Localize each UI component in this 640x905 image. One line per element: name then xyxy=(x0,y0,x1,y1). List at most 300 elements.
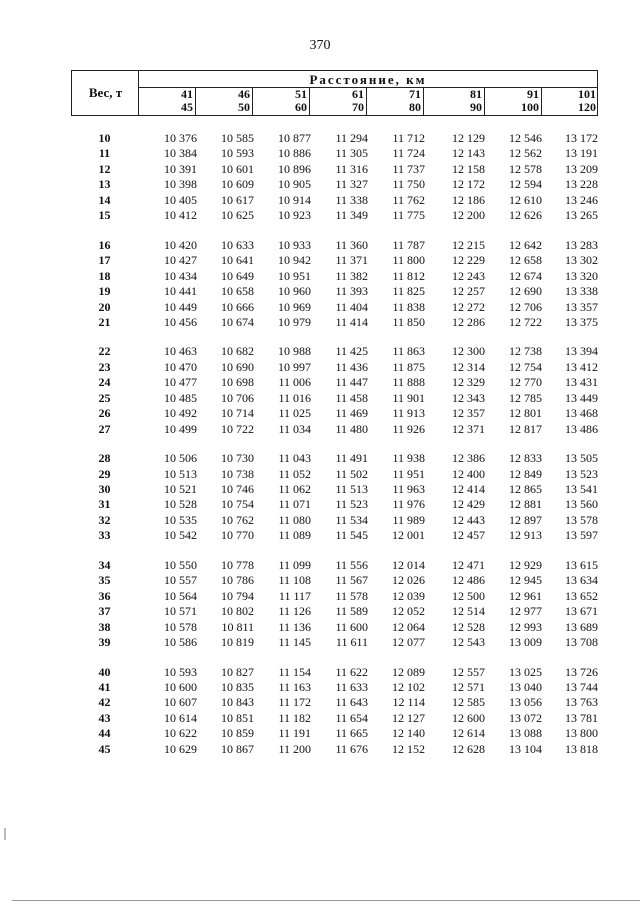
value-cell: 11 600 xyxy=(335,619,368,634)
value-cell: 12 052 xyxy=(392,604,425,619)
value-cell: 10 485 xyxy=(164,390,197,405)
value-cell: 12 286 xyxy=(452,314,485,329)
table-row xyxy=(71,284,598,299)
value-cell: 11 447 xyxy=(335,375,368,390)
value-cell: 12 158 xyxy=(452,161,485,176)
value-cell: 12 127 xyxy=(392,710,425,725)
header-divider xyxy=(484,88,485,116)
value-cell: 10 969 xyxy=(278,299,311,314)
value-cell: 12 961 xyxy=(509,588,542,603)
range-to: 60 xyxy=(295,100,307,114)
value-cell: 11 712 xyxy=(392,131,425,145)
weight-cell: 30 xyxy=(98,482,111,496)
value-cell: 13 302 xyxy=(565,253,598,268)
value-cell: 12 243 xyxy=(452,268,485,283)
weight-cell: 24 xyxy=(98,375,111,390)
value-cell: 10 960 xyxy=(278,284,311,299)
value-cell: 12 443 xyxy=(452,512,485,527)
weight-cell: 14 xyxy=(98,192,111,207)
value-cell: 10 706 xyxy=(221,390,254,405)
distance-range-header xyxy=(542,88,599,116)
table-row xyxy=(71,604,598,619)
value-cell: 10 746 xyxy=(221,482,254,496)
range-to: 90 xyxy=(470,100,482,114)
value-cell: 10 682 xyxy=(221,344,254,359)
value-cell: 11 436 xyxy=(335,359,368,374)
value-cell: 11 951 xyxy=(392,466,425,481)
value-cell: 11 513 xyxy=(335,482,368,496)
value-cell: 10 449 xyxy=(164,299,197,314)
value-cell: 12 585 xyxy=(452,695,485,710)
value-cell: 10 649 xyxy=(221,268,254,283)
value-cell: 11 913 xyxy=(392,406,425,421)
value-cell: 11 737 xyxy=(392,161,425,176)
table-row xyxy=(71,558,598,573)
value-cell: 12 186 xyxy=(452,192,485,207)
value-cell: 11 099 xyxy=(278,557,311,572)
value-cell: 12 357 xyxy=(452,406,485,421)
table-row xyxy=(71,315,598,330)
value-cell: 12 738 xyxy=(509,344,542,359)
value-cell: 10 600 xyxy=(164,679,197,694)
table-row xyxy=(71,208,598,223)
table-row xyxy=(71,193,598,208)
value-cell: 10 434 xyxy=(164,268,197,283)
value-cell: 11 089 xyxy=(278,528,311,543)
value-cell: 10 722 xyxy=(221,421,254,436)
table-row xyxy=(71,528,598,543)
value-cell: 13 265 xyxy=(565,208,598,223)
table-row xyxy=(71,726,598,741)
value-cell: 11 425 xyxy=(335,344,368,359)
weight-cell: 11 xyxy=(98,146,111,161)
value-cell: 12 881 xyxy=(509,497,542,512)
range-from: 91 xyxy=(527,87,539,101)
range-to: 80 xyxy=(409,100,421,114)
value-cell: 10 506 xyxy=(164,451,197,466)
value-cell: 10 698 xyxy=(221,375,254,390)
weight-cell: 31 xyxy=(98,497,111,512)
weight-cell: 44 xyxy=(98,726,111,741)
value-cell: 10 633 xyxy=(221,237,254,252)
value-cell: 13 726 xyxy=(565,664,598,679)
value-cell: 10 979 xyxy=(278,314,311,329)
value-cell: 12 674 xyxy=(509,268,542,283)
weight-cell: 21 xyxy=(98,314,111,329)
value-cell: 13 634 xyxy=(565,573,598,588)
weight-cell: 35 xyxy=(98,573,111,588)
value-cell: 13 652 xyxy=(565,588,598,603)
value-cell: 11 976 xyxy=(392,497,425,512)
value-cell: 11 025 xyxy=(278,406,311,421)
value-cell: 12 528 xyxy=(452,619,485,634)
value-cell: 12 200 xyxy=(452,208,485,223)
weight-cell: 36 xyxy=(98,588,111,603)
value-cell: 13 104 xyxy=(509,741,542,756)
value-cell: 12 801 xyxy=(509,406,542,421)
range-to: 120 xyxy=(578,100,596,114)
value-cell: 11 126 xyxy=(278,604,311,619)
value-cell: 11 523 xyxy=(335,497,368,512)
value-cell: 13 671 xyxy=(565,604,598,619)
value-cell: 12 026 xyxy=(392,573,425,588)
value-cell: 11 875 xyxy=(392,359,425,374)
value-cell: 10 513 xyxy=(164,466,197,481)
table-row xyxy=(71,451,598,466)
value-cell: 13 009 xyxy=(509,635,542,650)
value-cell: 10 762 xyxy=(221,512,254,527)
value-cell: 11 567 xyxy=(335,573,368,588)
table-row xyxy=(71,742,598,757)
value-cell: 10 614 xyxy=(164,710,197,725)
table-row xyxy=(71,422,598,437)
value-cell: 11 006 xyxy=(278,375,311,390)
value-cell: 10 499 xyxy=(164,421,197,436)
value-cell: 13 056 xyxy=(509,695,542,710)
value-cell: 11 676 xyxy=(335,741,368,756)
value-cell: 12 610 xyxy=(509,192,542,207)
value-cell: 10 714 xyxy=(221,406,254,421)
weight-cell: 18 xyxy=(98,268,111,283)
value-cell: 10 951 xyxy=(278,268,311,283)
scan-mark xyxy=(4,828,6,840)
value-cell: 13 708 xyxy=(565,635,598,650)
value-cell: 12 400 xyxy=(452,466,485,481)
value-cell: 11 643 xyxy=(335,695,368,710)
value-cell: 10 658 xyxy=(221,284,254,299)
value-cell: 13 228 xyxy=(565,177,598,192)
value-cell: 10 492 xyxy=(164,406,197,421)
range-from: 81 xyxy=(470,87,482,101)
value-cell: 12 571 xyxy=(452,679,485,694)
value-cell: 10 843 xyxy=(221,695,254,710)
value-cell: 10 877 xyxy=(278,131,311,145)
value-cell: 11 901 xyxy=(392,390,425,405)
value-cell: 13 431 xyxy=(565,375,598,390)
table-row xyxy=(71,711,598,726)
value-cell: 11 534 xyxy=(335,512,368,527)
weight-cell: 13 xyxy=(98,177,111,192)
table-row xyxy=(71,269,598,284)
value-cell: 13 338 xyxy=(565,284,598,299)
value-cell: 10 398 xyxy=(164,177,197,192)
value-cell: 11 200 xyxy=(278,741,311,756)
value-cell: 10 427 xyxy=(164,253,197,268)
weight-cell: 37 xyxy=(98,604,111,619)
value-cell: 11 062 xyxy=(278,482,311,496)
value-cell: 11 191 xyxy=(278,726,311,741)
value-cell: 10 988 xyxy=(278,344,311,359)
value-cell: 10 521 xyxy=(164,482,197,496)
value-cell: 12 500 xyxy=(452,588,485,603)
value-cell: 12 557 xyxy=(452,664,485,679)
value-cell: 10 463 xyxy=(164,344,197,359)
value-cell: 13 209 xyxy=(565,161,598,176)
table-header xyxy=(71,70,598,116)
value-cell: 10 441 xyxy=(164,284,197,299)
value-cell: 13 025 xyxy=(509,664,542,679)
value-cell: 12 833 xyxy=(509,451,542,466)
range-from: 61 xyxy=(352,87,364,101)
value-cell: 11 888 xyxy=(392,375,425,390)
value-cell: 10 786 xyxy=(221,573,254,588)
value-cell: 13 744 xyxy=(565,679,598,694)
value-cell: 13 468 xyxy=(565,406,598,421)
value-cell: 11 633 xyxy=(335,679,368,694)
value-cell: 12 102 xyxy=(392,679,425,694)
weight-cell: 27 xyxy=(98,421,111,436)
value-cell: 12 414 xyxy=(452,482,485,496)
value-cell: 10 456 xyxy=(164,314,197,329)
value-cell: 11 071 xyxy=(278,497,311,512)
table-row xyxy=(71,589,598,604)
weight-cell: 25 xyxy=(98,390,111,405)
distance-range-header xyxy=(424,88,485,116)
value-cell: 11 182 xyxy=(278,710,311,725)
value-cell: 12 690 xyxy=(509,284,542,299)
value-cell: 11 034 xyxy=(278,421,311,436)
value-cell: 11 404 xyxy=(335,299,368,314)
weight-cell: 12 xyxy=(98,161,111,176)
table-row xyxy=(71,665,598,680)
value-cell: 13 449 xyxy=(565,390,598,405)
value-cell: 13 375 xyxy=(565,314,598,329)
value-cell: 12 014 xyxy=(392,557,425,572)
weight-cell: 19 xyxy=(98,284,111,299)
value-cell: 10 585 xyxy=(221,131,254,145)
value-cell: 10 641 xyxy=(221,253,254,268)
value-cell: 12 993 xyxy=(509,619,542,634)
distance-range-header xyxy=(367,88,424,116)
table-row xyxy=(71,177,598,192)
table-row xyxy=(71,146,598,161)
value-cell: 10 629 xyxy=(164,741,197,756)
value-cell: 10 811 xyxy=(221,619,254,634)
value-cell: 13 800 xyxy=(565,726,598,741)
value-cell: 13 763 xyxy=(565,695,598,710)
distance-header: Расстояние, км xyxy=(309,72,427,87)
header-divider xyxy=(423,88,424,116)
value-cell: 12 077 xyxy=(392,635,425,650)
value-cell: 12 849 xyxy=(509,466,542,481)
table-row xyxy=(71,513,598,528)
weight-cell: 10 xyxy=(98,131,111,145)
value-cell: 11 469 xyxy=(335,406,368,421)
value-cell: 12 614 xyxy=(452,726,485,741)
weight-cell: 32 xyxy=(98,512,111,527)
weight-cell: 34 xyxy=(98,557,111,572)
value-cell: 10 528 xyxy=(164,497,197,512)
range-to: 45 xyxy=(181,100,193,114)
value-cell: 12 817 xyxy=(509,421,542,436)
value-cell: 12 300 xyxy=(452,344,485,359)
value-cell: 10 827 xyxy=(221,664,254,679)
value-cell: 13 597 xyxy=(565,528,598,543)
distance-range-header xyxy=(196,88,253,116)
value-cell: 10 933 xyxy=(278,237,311,252)
value-cell: 11 825 xyxy=(392,284,425,299)
value-cell: 13 412 xyxy=(565,359,598,374)
value-cell: 13 781 xyxy=(565,710,598,725)
value-cell: 10 557 xyxy=(164,573,197,588)
value-cell: 11 145 xyxy=(278,635,311,650)
value-cell: 13 486 xyxy=(565,421,598,436)
value-cell: 12 562 xyxy=(509,146,542,161)
value-cell: 10 835 xyxy=(221,679,254,694)
value-cell: 10 778 xyxy=(221,557,254,572)
table-row xyxy=(71,162,598,177)
value-cell: 10 754 xyxy=(221,497,254,512)
value-cell: 10 851 xyxy=(221,710,254,725)
value-cell: 12 578 xyxy=(509,161,542,176)
value-cell: 11 622 xyxy=(335,664,368,679)
value-cell: 11 338 xyxy=(335,192,368,207)
value-cell: 10 470 xyxy=(164,359,197,374)
value-cell: 12 371 xyxy=(452,421,485,436)
header-divider xyxy=(366,88,367,116)
value-cell: 12 215 xyxy=(452,237,485,252)
value-cell: 12 626 xyxy=(509,208,542,223)
value-cell: 12 913 xyxy=(509,528,542,543)
value-cell: 11 812 xyxy=(392,268,425,283)
weight-column-header: Вес, т xyxy=(88,85,123,100)
value-cell: 11 654 xyxy=(335,710,368,725)
table-row xyxy=(71,300,598,315)
value-cell: 12 129 xyxy=(452,131,485,145)
value-cell: 11 393 xyxy=(335,284,368,299)
value-cell: 11 316 xyxy=(335,161,368,176)
value-cell: 10 578 xyxy=(164,619,197,634)
value-cell: 12 486 xyxy=(452,573,485,588)
value-cell: 11 838 xyxy=(392,299,425,314)
value-cell: 13 072 xyxy=(509,710,542,725)
value-cell: 10 867 xyxy=(221,741,254,756)
value-cell: 11 480 xyxy=(335,421,368,436)
value-cell: 12 628 xyxy=(452,741,485,756)
value-cell: 12 706 xyxy=(509,299,542,314)
value-cell: 10 535 xyxy=(164,512,197,527)
value-cell: 10 738 xyxy=(221,466,254,481)
value-cell: 13 283 xyxy=(565,237,598,252)
value-cell: 13 615 xyxy=(565,557,598,572)
table-row xyxy=(71,253,598,268)
table-row xyxy=(71,467,598,482)
value-cell: 11 458 xyxy=(335,390,368,405)
value-cell: 10 607 xyxy=(164,695,197,710)
table-row xyxy=(71,620,598,635)
value-cell: 10 601 xyxy=(221,161,254,176)
value-cell: 10 997 xyxy=(278,359,311,374)
value-cell: 12 314 xyxy=(452,359,485,374)
value-cell: 10 564 xyxy=(164,588,197,603)
value-cell: 12 594 xyxy=(509,177,542,192)
value-cell: 13 505 xyxy=(565,451,598,466)
value-cell: 12 114 xyxy=(392,695,425,710)
value-cell: 10 914 xyxy=(278,192,311,207)
weight-cell: 22 xyxy=(98,344,111,359)
value-cell: 12 064 xyxy=(392,619,425,634)
value-cell: 13 246 xyxy=(565,192,598,207)
value-cell: 12 229 xyxy=(452,253,485,268)
weight-cell: 41 xyxy=(98,679,111,694)
header-divider xyxy=(195,88,196,116)
value-cell: 10 593 xyxy=(164,664,197,679)
value-cell: 10 942 xyxy=(278,253,311,268)
value-cell: 10 905 xyxy=(278,177,311,192)
table-row xyxy=(71,482,598,497)
value-cell: 13 191 xyxy=(565,146,598,161)
value-cell: 10 550 xyxy=(164,557,197,572)
value-cell: 10 674 xyxy=(221,314,254,329)
weight-cell: 15 xyxy=(98,208,111,223)
value-cell: 11 775 xyxy=(392,208,425,223)
weight-cell: 17 xyxy=(98,253,111,268)
value-cell: 10 770 xyxy=(221,528,254,543)
value-cell: 11 154 xyxy=(278,664,311,679)
value-cell: 13 394 xyxy=(565,344,598,359)
value-cell: 10 690 xyxy=(221,359,254,374)
value-cell: 11 327 xyxy=(335,177,368,192)
table-row xyxy=(71,360,598,375)
value-cell: 12 770 xyxy=(509,375,542,390)
value-cell: 12 546 xyxy=(509,131,542,145)
value-cell: 10 819 xyxy=(221,635,254,650)
table-row xyxy=(71,635,598,650)
value-cell: 11 750 xyxy=(392,177,425,192)
distance-range-header xyxy=(485,88,542,116)
table-row xyxy=(71,573,598,588)
value-cell: 13 040 xyxy=(509,679,542,694)
value-cell: 10 609 xyxy=(221,177,254,192)
value-cell: 12 722 xyxy=(509,314,542,329)
table-row xyxy=(71,680,598,695)
value-cell: 11 589 xyxy=(335,604,368,619)
weight-cell: 45 xyxy=(98,741,111,756)
value-cell: 12 001 xyxy=(392,528,425,543)
value-cell: 12 865 xyxy=(509,482,542,496)
value-cell: 10 593 xyxy=(221,146,254,161)
value-cell: 11 938 xyxy=(392,451,425,466)
value-cell: 11 556 xyxy=(335,557,368,572)
value-cell: 10 617 xyxy=(221,192,254,207)
value-cell: 11 502 xyxy=(335,466,368,481)
table-row xyxy=(71,344,598,359)
value-cell: 11 787 xyxy=(392,237,425,252)
value-cell: 11 926 xyxy=(392,421,425,436)
value-cell: 12 754 xyxy=(509,359,542,374)
weight-cell: 29 xyxy=(98,466,111,481)
value-cell: 10 859 xyxy=(221,726,254,741)
value-cell: 12 977 xyxy=(509,604,542,619)
value-cell: 11 360 xyxy=(335,237,368,252)
weight-cell: 23 xyxy=(98,359,111,374)
value-cell: 11 762 xyxy=(392,192,425,207)
value-cell: 11 052 xyxy=(278,466,311,481)
value-cell: 12 929 xyxy=(509,557,542,572)
value-cell: 10 730 xyxy=(221,451,254,466)
value-cell: 11 305 xyxy=(335,146,368,161)
value-cell: 12 600 xyxy=(452,710,485,725)
value-cell: 10 405 xyxy=(164,192,197,207)
distance-range-header xyxy=(139,88,196,116)
value-cell: 11 136 xyxy=(278,619,311,634)
value-cell: 12 152 xyxy=(392,741,425,756)
value-cell: 12 471 xyxy=(452,557,485,572)
value-cell: 13 689 xyxy=(565,619,598,634)
distance-range-header xyxy=(253,88,310,116)
value-cell: 10 376 xyxy=(164,131,197,145)
range-from: 51 xyxy=(295,87,307,101)
